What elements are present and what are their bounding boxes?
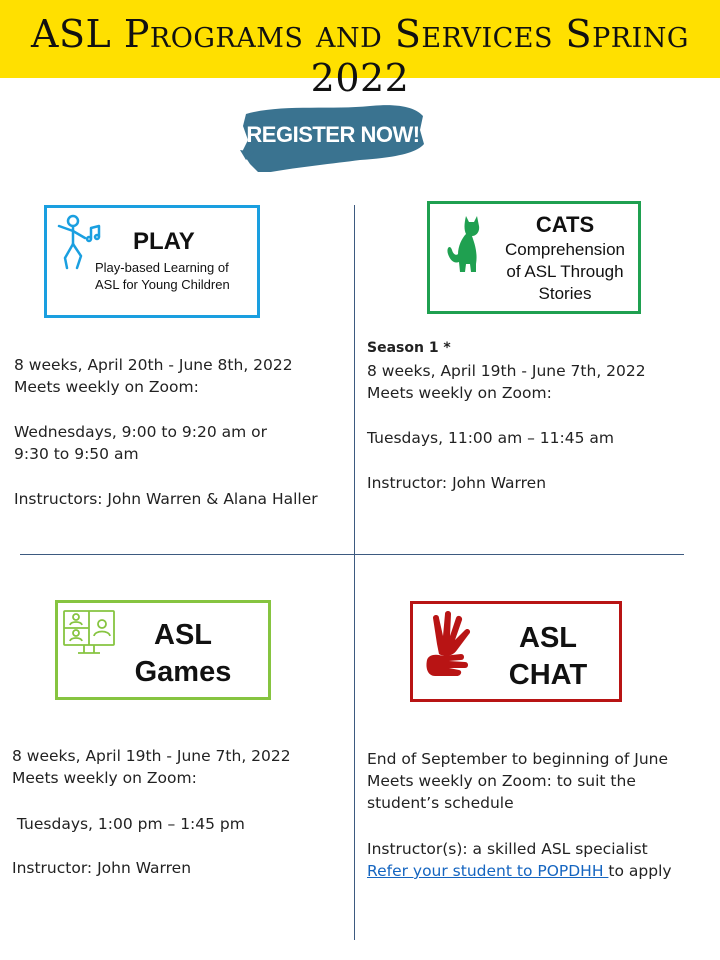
detail-line: Tuesdays, 1:00 pm – 1:45 pm xyxy=(12,815,245,833)
detail-line: Meets weekly on Zoom: xyxy=(14,378,199,396)
play-subtitle-line: Play-based Learning of xyxy=(95,260,229,275)
detail-line: Instructor(s): a skilled ASL specialist xyxy=(367,840,648,858)
detail-line: Meets weekly on Zoom: xyxy=(12,769,197,787)
asl-games-title xyxy=(118,617,248,691)
detail-line: 8 weeks, April 20th - June 8th, 2022 xyxy=(14,356,293,374)
asl-games-title-line: Games xyxy=(134,656,232,688)
play-subtitle-line: ASL for Young Children xyxy=(95,277,230,292)
cats-subtitle-line: Stories xyxy=(538,284,592,303)
cats-subtitle xyxy=(490,239,640,305)
asl-games-program-card xyxy=(55,600,271,700)
detail-line: Instructors: John Warren & Alana Haller xyxy=(14,490,318,508)
asl-chat-title-line: CHAT xyxy=(508,659,588,691)
horizontal-divider xyxy=(20,554,684,555)
asl-chat-title-line: ASL xyxy=(519,622,577,654)
cats-title: CATS xyxy=(535,212,595,237)
detail-line: 9:30 to 9:50 am xyxy=(14,445,139,463)
referral-line xyxy=(367,862,672,880)
cat-icon xyxy=(444,212,484,274)
page-title: ASL Programs and Services Spring 2022 xyxy=(31,12,689,100)
detail-line: 8 weeks, April 19th - June 7th, 2022 xyxy=(12,747,291,765)
detail-line: Meets weekly on Zoom: to suit the xyxy=(367,772,636,790)
cats-program-card xyxy=(427,201,641,314)
play-title: PLAY xyxy=(133,228,195,255)
play-program-card xyxy=(44,205,260,318)
register-now-button[interactable] xyxy=(240,100,426,172)
play-subtitle xyxy=(95,259,230,293)
signing-hands-icon xyxy=(419,610,479,680)
detail-line: Wednesdays, 9:00 to 9:20 am or xyxy=(14,423,268,441)
header-banner xyxy=(0,0,720,100)
detail-line: Meets weekly on Zoom: xyxy=(367,384,552,402)
vertical-divider xyxy=(354,205,355,940)
refer-popdhh-link[interactable]: Refer your student to POPDHH xyxy=(367,862,609,880)
season-label: Season 1 * xyxy=(367,340,451,356)
referral-suffix: to apply xyxy=(608,862,672,880)
detail-line: Instructor: John Warren xyxy=(367,474,547,492)
detail-line: Tuesdays, 11:00 am – 11:45 am xyxy=(367,429,614,447)
asl-games-title-line: ASL xyxy=(154,619,212,651)
detail-line: End of September to beginning of June xyxy=(367,750,669,768)
register-now-label: REGISTER NOW! xyxy=(246,122,420,147)
asl-chat-title xyxy=(493,620,603,694)
detail-line: 8 weeks, April 19th - June 7th, 2022 xyxy=(367,362,646,380)
video-call-icon xyxy=(62,609,116,659)
cats-subtitle-line: of ASL Through xyxy=(506,262,624,281)
asl-chat-program-card xyxy=(410,601,622,702)
detail-line: Instructor: John Warren xyxy=(12,859,192,877)
cats-subtitle-line: Comprehension xyxy=(504,240,625,259)
detail-line: student’s schedule xyxy=(367,794,514,812)
